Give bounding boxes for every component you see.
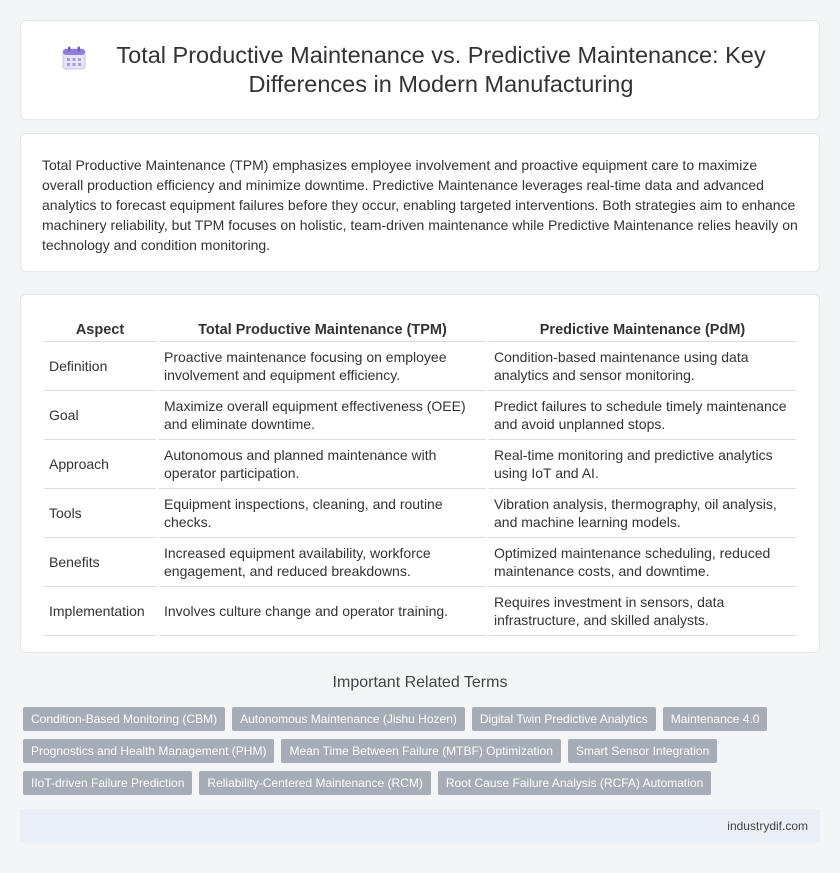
header-tpm: Total Productive Maintenance (TPM): [159, 312, 486, 342]
intro-card: [20, 133, 820, 272]
row-aspect: Definition: [44, 342, 156, 391]
related-term-tag[interactable]: Maintenance 4.0: [663, 707, 768, 731]
related-term-tag[interactable]: Digital Twin Predictive Analytics: [472, 707, 656, 731]
table-row: [44, 342, 796, 391]
intro-paragraph: Total Productive Maintenance (TPM) emphasizes employee involvement and proactive equipment care to maximize overall production efficiency and minimize downtime. Predictive Maintenance leverages real-time data and advanced analytics to forecast equipment failures before they occur, enabling targeted interventions. Both strategies aim to enhance machinery reliability, but TPM focuses on holistic, team-driven maintenance while Predictive Maintenance relies heavily on technology and condition monitoring.: [42, 157, 798, 253]
footer-site-link[interactable]: industrydif.com: [727, 819, 808, 833]
related-term-tag[interactable]: Condition-Based Monitoring (CBM): [23, 707, 225, 731]
header-pdm: Predictive Maintenance (PdM): [489, 312, 796, 342]
related-terms-section: [20, 674, 820, 803]
header-aspect: Aspect: [44, 312, 156, 342]
page-title: Total Productive Maintenance vs. Predictive Maintenance: Key Differences in Modern Manufacturing: [116, 42, 766, 97]
calendar-icon: [61, 45, 87, 71]
row-tpm: Involves culture change and operator training.: [159, 587, 486, 636]
related-terms-title: Important Related Terms: [332, 674, 508, 691]
row-aspect: Benefits: [44, 538, 156, 587]
row-tpm: Increased equipment availability, workforce engagement, and reduced breakdowns.: [159, 538, 486, 587]
table-row: [44, 440, 796, 489]
row-tpm: Proactive maintenance focusing on employee involvement and equipment efficiency.: [159, 342, 486, 391]
footer: [20, 809, 820, 843]
row-aspect: Implementation: [44, 587, 156, 636]
table-header-row: [44, 312, 796, 342]
row-pdm: Requires investment in sensors, data infrastructure, and skilled analysts.: [489, 587, 796, 636]
related-term-tag[interactable]: Reliability-Centered Maintenance (RCM): [199, 771, 430, 795]
related-term-tag[interactable]: IIoT-driven Failure Prediction: [23, 771, 192, 795]
row-pdm: Real-time monitoring and predictive analytics using IoT and AI.: [489, 440, 796, 489]
row-tpm: Maximize overall equipment effectiveness (OEE) and eliminate downtime.: [159, 391, 486, 440]
related-term-tag[interactable]: Root Cause Failure Analysis (RCFA) Automation: [438, 771, 711, 795]
related-term-tag[interactable]: Prognostics and Health Management (PHM): [23, 739, 274, 763]
row-tpm: Equipment inspections, cleaning, and routine checks.: [159, 489, 486, 538]
table-row: [44, 587, 796, 636]
row-aspect: Tools: [44, 489, 156, 538]
row-pdm: Condition-based maintenance using data analytics and sensor monitoring.: [489, 342, 796, 391]
row-aspect: Approach: [44, 440, 156, 489]
related-terms-list: [20, 707, 820, 803]
comparison-table: [41, 312, 799, 636]
related-term-tag[interactable]: Autonomous Maintenance (Jishu Hozen): [232, 707, 465, 731]
table-row: [44, 391, 796, 440]
related-term-tag[interactable]: Mean Time Between Failure (MTBF) Optimization: [281, 739, 560, 763]
related-term-tag[interactable]: Smart Sensor Integration: [568, 739, 717, 763]
row-pdm: Optimized maintenance scheduling, reduced maintenance costs, and downtime.: [489, 538, 796, 587]
row-tpm: Autonomous and planned maintenance with operator participation.: [159, 440, 486, 489]
title-wrap: [21, 41, 819, 99]
comparison-card: [20, 294, 820, 653]
table-row: [44, 489, 796, 538]
row-pdm: Vibration analysis, thermography, oil analysis, and machine learning models.: [489, 489, 796, 538]
header-card: [20, 20, 820, 120]
table-row: [44, 538, 796, 587]
row-aspect: Goal: [44, 391, 156, 440]
row-pdm: Predict failures to schedule timely maintenance and avoid unplanned stops.: [489, 391, 796, 440]
